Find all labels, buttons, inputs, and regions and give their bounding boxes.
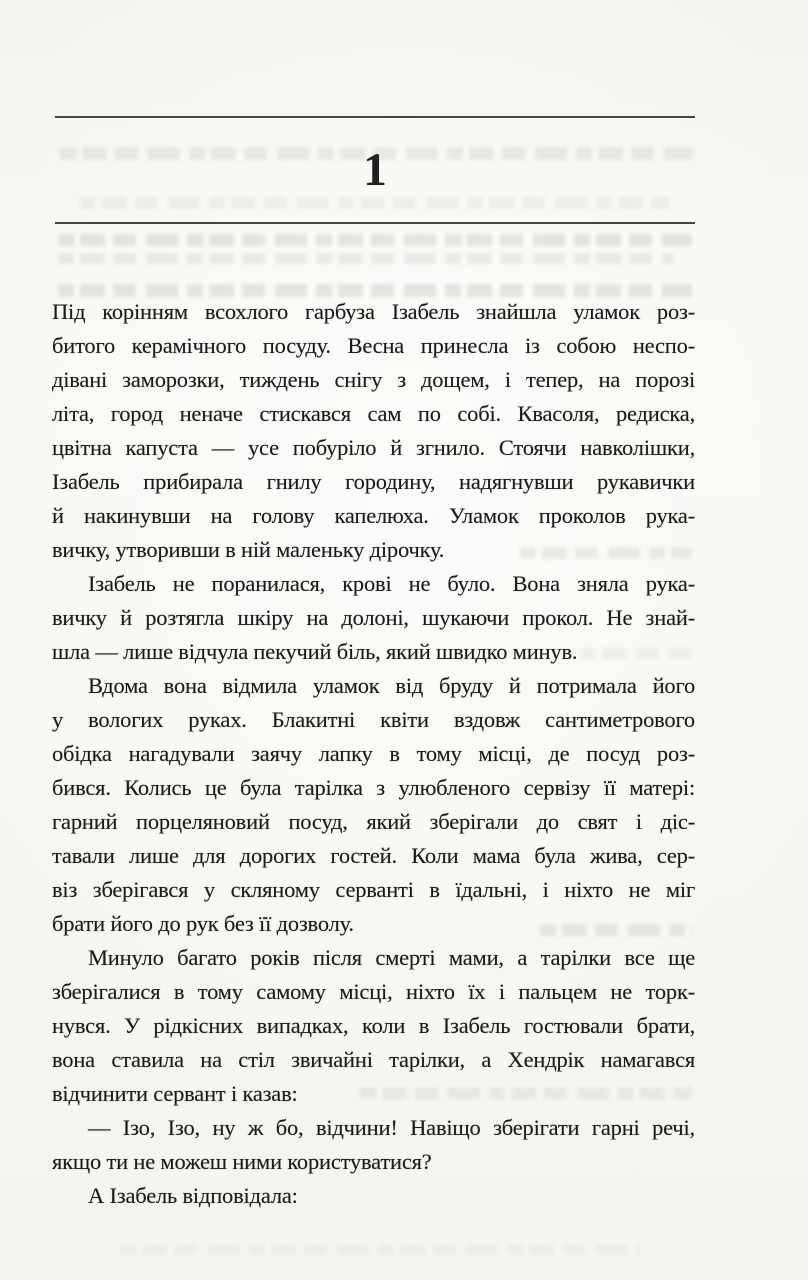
text-line: А Ізабель відповідала: bbox=[88, 1183, 298, 1208]
text-line: бився. Колись це була тарілка з улюбленого сервізу її матері: bbox=[52, 775, 695, 800]
bleed-through-text-ghost bbox=[80, 197, 670, 209]
text-line: цвітна капуста — усе побуріло й згнило. Стоячи навколішки, bbox=[52, 435, 695, 460]
text-line: битого керамічного посуду. Весна принесла із собою неспо- bbox=[52, 333, 695, 358]
text-line: дівані заморозки, тиждень снігу з дощем, і тепер, на порозі bbox=[52, 367, 695, 392]
text-line: літа, город неначе стискався сам по собі. Квасоля, редиска, bbox=[52, 401, 695, 426]
bleed-through-text-ghost bbox=[58, 253, 673, 264]
text-line: Ізабель не поранилася, крові не було. Вона зняла рука- bbox=[88, 571, 695, 596]
text-line: обідка нагадували заячу лапку в тому місці, де посуд роз- bbox=[52, 741, 695, 766]
text-line: нувся. У рідкісних випадках, коли в Ізабель гостювали брати, bbox=[52, 1013, 695, 1038]
bleed-through-text-ghost bbox=[58, 234, 692, 246]
chapter-rule-top bbox=[55, 116, 695, 118]
text-line: шла — лише відчула пекучий біль, який швидко минув. bbox=[52, 639, 578, 664]
text-line: Минуло багато років після смерті мами, а тарілки все ще bbox=[88, 945, 695, 970]
text-line: Вдома вона відмила уламок від бруду й потримала його bbox=[88, 673, 695, 698]
text-line: якщо ти не можеш ними користуватися? bbox=[52, 1149, 432, 1174]
chapter-number: 1 bbox=[363, 144, 387, 196]
text-line: у вологих руках. Блакитні квіти вздовж сантиметрового bbox=[52, 707, 695, 732]
text-line: й накинувши на голову капелюха. Уламок проколов рука- bbox=[52, 503, 695, 528]
text-line: гарний порцеляновий посуд, який зберігали до свят і діс- bbox=[52, 809, 695, 834]
chapter-body bbox=[52, 295, 695, 1213]
text-line: зберігалися в тому самому місці, ніхто їх і пальцем не торк- bbox=[52, 979, 695, 1004]
text-line: — Ізо, Ізо, ну ж бо, відчини! Навіщо зберігати гарні речі, bbox=[88, 1115, 695, 1140]
bleed-through-text-ghost bbox=[120, 1244, 640, 1254]
text-line: брати його до рук без її дозволу. bbox=[52, 911, 354, 936]
text-line: вичку, утворивши в ній маленьку дірочку. bbox=[52, 537, 445, 562]
text-line: вона ставила на стіл звичайні тарілки, а Хендрік намагався bbox=[52, 1047, 695, 1072]
text-line: Під корінням всохлого гарбуза Ізабель знайшла уламок роз- bbox=[52, 299, 695, 324]
text-line: віз зберігався у скляному серванті в їдальні, і ніхто не міг bbox=[52, 877, 695, 902]
text-line: відчинити сервант і казав: bbox=[52, 1081, 298, 1106]
text-line: тавали лише для дорогих гостей. Коли мама була жива, сер- bbox=[52, 843, 695, 868]
text-line: Ізабель прибирала гнилу городину, надягнувши рукавички bbox=[52, 469, 695, 494]
bleed-through-text-ghost bbox=[60, 147, 692, 160]
chapter-rule-bottom bbox=[55, 222, 695, 224]
text-line: вичку й розтягла шкіру на долоні, шукаючи прокол. Не знай- bbox=[52, 605, 695, 630]
